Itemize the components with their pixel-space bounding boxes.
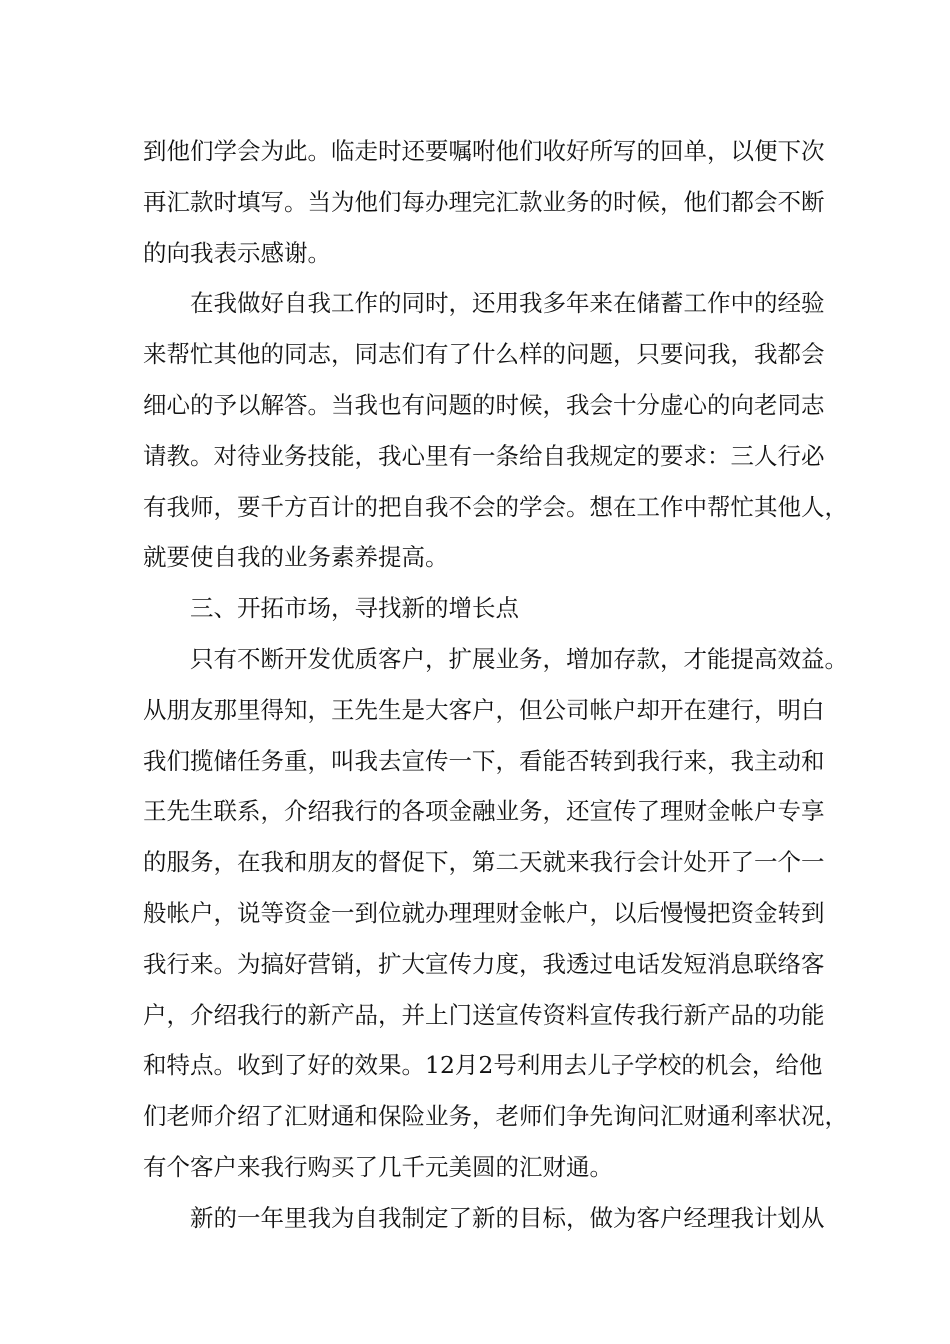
text-line: 请教。对待业务技能，我心里有一条给自我规定的要求：三人行必 (143, 441, 825, 470)
text-line: 我们揽储任务重，叫我去宣传一下，看能否转到我行来，我主动和 (143, 746, 825, 775)
text-line: 我行来。为搞好营销，扩大宣传力度，我透过电话发短消息联络客 (143, 949, 825, 978)
paragraph-start-line: 新的一年里我为自我制定了新的目标，做为客户经理我计划从 (190, 1203, 825, 1232)
text-line: 有个客户来我行购买了几千元美圆的汇财通。 (143, 1152, 613, 1181)
text-line: 和特点。收到了好的效果。12月2号利用去儿子学校的机会，给他 (143, 1051, 823, 1080)
document-body (143, 126, 848, 1244)
text-line: 的向我表示感谢。 (143, 238, 331, 267)
text-line: 的服务，在我和朋友的督促下，第二天就来我行会计处开了一个一 (143, 848, 825, 877)
paragraph-start-line: 在我做好自我工作的同时，还用我多年来在储蓄工作中的经验 (190, 289, 825, 318)
text-line: 再汇款时填写。当为他们每办理完汇款业务的时候，他们都会不断 (143, 187, 825, 216)
text-line: 般帐户，说等资金一到位就办理理财金帐户，以后慢慢把资金转到 (143, 898, 825, 927)
text-line: 细心的予以解答。当我也有问题的时候，我会十分虚心的向老同志 (143, 390, 825, 419)
text-line: 就要使自我的业务素养提高。 (143, 543, 449, 572)
text-line: 从朋友那里得知，王先生是大客户，但公司帐户却开在建行，明白 (143, 695, 825, 724)
section-heading: 三、开拓市场，寻找新的增长点 (190, 594, 519, 623)
text-line: 们老师介绍了汇财通和保险业务，老师们争先询问汇财通利率状况， (143, 1102, 848, 1131)
text-line: 王先生联系，介绍我行的各项金融业务，还宣传了理财金帐户专享 (143, 797, 825, 826)
text-line: 户，介绍我行的新产品，并上门送宣传资料宣传我行新产品的功能 (143, 1000, 825, 1029)
text-line: 到他们学会为此。临走时还要嘱咐他们收好所写的回单，以便下次 (143, 137, 825, 165)
text-line: 来帮忙其他的同志，同志们有了什么样的问题，只要问我，我都会 (143, 340, 825, 369)
paragraph-start-line: 只有不断开发优质客户，扩展业务，增加存款，才能提高效益。 (190, 644, 848, 673)
text-line: 有我师，要千方百计的把自我不会的学会。想在工作中帮忙其他人， (143, 492, 848, 521)
